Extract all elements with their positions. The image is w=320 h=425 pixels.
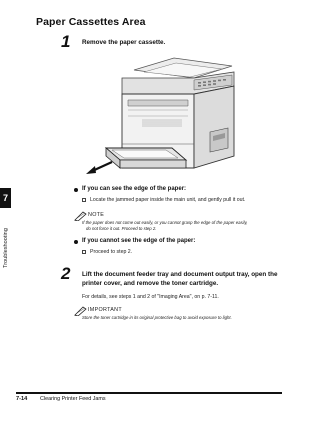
checkbox-icon bbox=[82, 198, 86, 202]
checkbox-icon bbox=[82, 250, 86, 254]
important-label: IMPORTANT bbox=[88, 307, 122, 313]
chapter-side-label bbox=[3, 212, 11, 272]
bullet-item-locate-paper: Locate the jammed paper inside the main unit, and gently pull it out. bbox=[90, 197, 246, 203]
printer-illustration bbox=[82, 56, 242, 176]
footer-page-number: 7-14 bbox=[16, 396, 28, 402]
note-text bbox=[82, 220, 287, 231]
step-2-line-1: Lift the document feeder tray and document output tray, open the bbox=[82, 271, 278, 278]
step-2-detail: For details, see steps 1 and 2 of "Imaging Area", on p. 7-11. bbox=[82, 294, 219, 300]
bullet-heading-no-edge: If you cannot see the edge of the paper: bbox=[82, 238, 196, 244]
bullet-icon bbox=[74, 188, 78, 192]
step-2-text bbox=[82, 271, 277, 288]
footer-chapter-title: Clearing Printer Feed Jams bbox=[40, 396, 106, 402]
note-line-2: do not force it out. Proceed to step 2. bbox=[86, 225, 157, 231]
step-1-number: 1 bbox=[61, 32, 71, 51]
important-text: Store the toner cartridge in its original protective bag to avoid exposure to light. bbox=[82, 315, 232, 320]
chapter-tab: 7 bbox=[0, 188, 11, 208]
bullet-item-proceed: Proceed to step 2. bbox=[90, 249, 133, 255]
step-1-text: Remove the paper cassette. bbox=[82, 39, 166, 46]
step-2-line-2: printer cover, and remove the toner cartridge. bbox=[82, 279, 219, 287]
note-line-1: If the paper does not come out easily, or you cannot grasp the edge of the paper easily, bbox=[82, 220, 248, 225]
bullet-icon bbox=[74, 240, 78, 244]
chapter-side-label-text: Troubleshooting bbox=[3, 228, 9, 268]
footer-rule bbox=[16, 392, 282, 394]
page-title: Paper Cassettes Area bbox=[36, 16, 146, 28]
bullet-heading-visible-edge: If you can see the edge of the paper: bbox=[82, 186, 187, 192]
step-2-number: 2 bbox=[61, 264, 71, 283]
note-label: NOTE bbox=[88, 212, 105, 218]
